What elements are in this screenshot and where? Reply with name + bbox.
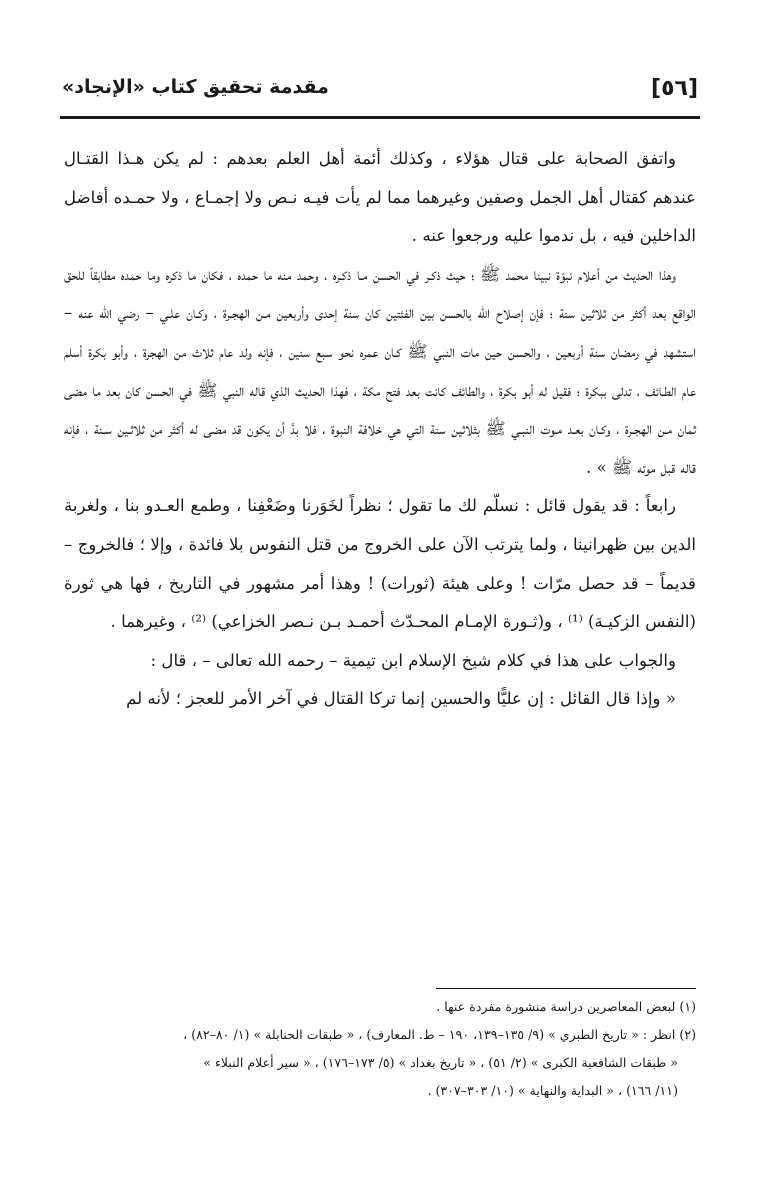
footnote-2-continued: « طبقات الشافعية الكبرى » (٢/ ٥١) ، « تاريخ بغداد » (٥/ ١٧٣–١٧٦) ، « سير أعلام النبلاء » [203,1055,678,1070]
paragraph: رابعاً : قد يقول قائل : نسلّم لك ما تقول ؛ نظراً لخَوَرنا وضَعْفِنا ، وطمع العـدو بنا ، ولغربة الدين بين ظهرانينا ، ولما يترتب الآن على الخروج من قتل النفوس بلا فائدة ، وإلا ؛ فالخروج – قديماً – قد حصل مرّات ! وعلى هيئة (ثورات) ! وهذا أمر مشهور في التاريخ ، فها هي ثورة (النفس الزكيـة) ⁽¹⁾ ، و(ثـورة الإمـام المحـدّث أحمـد بـن نـصر الخزاعي) ⁽²⁾ ، وغيرهما . [64,496,696,632]
footnote-1: (١) لبعض المعاصرين دراسة منشورة مفردة عنها . [436,999,696,1014]
paragraph: والجواب على هذا في كلام شيخ الإسلام ابن تيمية – رحمه الله تعالى – ، قال : [150,650,676,670]
footnotes [64,993,696,1105]
main-text [64,140,696,719]
footnote-separator [436,988,696,989]
paragraph: واتفق الصحابة على قتال هؤلاء ، وكذلك أئمة أهل العلم بعدهم : لم يكن هـذا القتـال عندهم كقتال أهل الجمل وصفين وغيرهما مما لم يأت فيـه نـص ولا إجمـاع ، ولا حمـده أفاضل الداخلين فيه ، بل ندموا عليه ورجعوا عنه . [64,149,696,246]
footnote-2-continued: (١١/ ١٦٦) ، « البداية والنهاية » (١٠/ ٣٠٣–٣٠٧) . [427,1083,678,1098]
page-header [62,74,698,110]
footnote-2: (٢) انظر : « تاريخ الطبري » (٩/ ١٣٥–١٣٩، ١٩٠ – ط. المعارف) ، « طبقات الحنابلة » (١/ ٨٠–٨٢) ، [183,1027,696,1042]
header-rule [60,116,700,119]
quote-start: « وإذا قال القائل : إن عليًّا والحسين إنما تركا القتال في آخر الأمر للعجز ؛ لأنه لم [126,689,676,709]
paragraph: وهذا الحديث من أعلام نبوّة نبينا محمد ﷺ ؛ حيث ذكـر في الحسن مـا ذكـره ، وحمد منه ما حمده ، فكان ما ذكره وما حمده مطابقاً للحق الواقع بعد أكثر من ثلاثين سنة ؛ فإن إصلاح الله بالحسن بين الفئتين كان سنة إحدى وأربعين مـن الهجـرة ، وكـان علـي – رضي الله عنه – استشهد في رمضان سنة أربعين ، والحسن حين مات النبي ﷺ كـان عمره نحو سبع سنين ، فإنه ولد عام ثلاث من الهجرة ، وأبو بكرة أسلم عام الطـائف ، تدلى ببكرة ؛ فقيل له أبو بكرة ، والطائف كانت بعد فتح مكة ، فهذا الحديث الذي قاله النبي ﷺ في الحسن كان بعد ما مضى ثمان مـن الهجـرة ، وكـان بعـد مـوت النبـي ﷺ بثلاثين سنة التي هي خلافة النبوة ، فلا بدَّ أن يكون قد مضى له أكثر من ثلاثـين سـنة ، فإنه قاله قبل موته ﷺ » . [64,264,696,477]
page-number: [٥٦] [651,76,698,101]
running-title: مقدمة تحقيق كتاب «الإنجاد» [62,76,329,98]
